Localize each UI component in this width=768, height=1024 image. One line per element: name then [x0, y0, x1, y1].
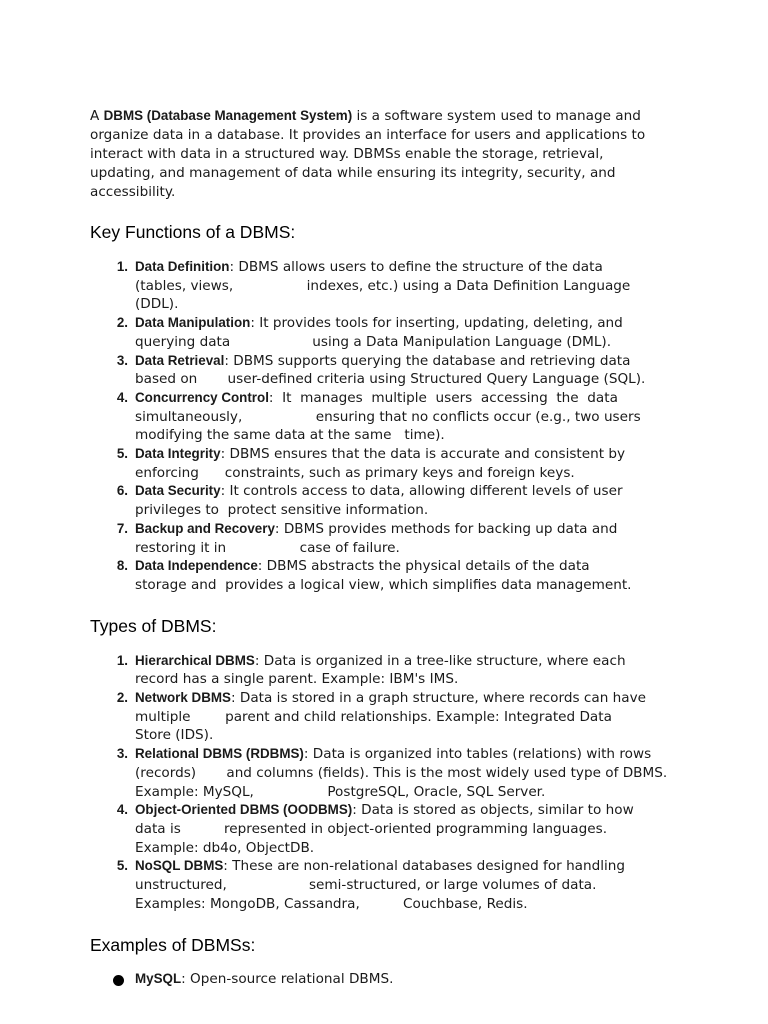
- list-item: [90, 557, 668, 594]
- list-number: 5.: [116, 446, 128, 462]
- key-functions-list: [90, 258, 668, 595]
- intro-line: is a software system used to manage and: [352, 108, 641, 124]
- list-text: Example: MySQL, PostgreSQL, Oracle, SQL Server.: [135, 783, 546, 800]
- list-number: 2.: [116, 690, 128, 706]
- list-term: Backup and Recovery: [135, 520, 275, 536]
- list-item: [90, 689, 668, 745]
- list-line: [135, 352, 668, 371]
- list-line: [135, 501, 668, 520]
- list-text: : Data is stored as objects, similar to how: [352, 802, 634, 819]
- list-text: : It provides tools for inserting, updating, deleting, and: [250, 315, 623, 332]
- list-line: [135, 445, 668, 464]
- examples-list: [90, 970, 668, 989]
- list-line: [135, 764, 668, 783]
- list-term: NoSQL DBMS: [135, 858, 224, 874]
- list-line: [135, 482, 668, 501]
- intro-lead: A: [90, 108, 104, 124]
- list-term: Hierarchical DBMS: [135, 652, 255, 668]
- list-line: [135, 464, 668, 483]
- list-term: Data Security: [135, 483, 221, 499]
- list-number: 2.: [116, 315, 128, 331]
- list-line: [135, 652, 668, 671]
- list-text: Examples: MongoDB, Cassandra, Couchbase, Redis.: [135, 895, 528, 912]
- list-term: Network DBMS: [135, 690, 231, 706]
- list-item: [90, 801, 668, 857]
- list-line: [135, 576, 668, 595]
- intro-line: interact with data in a structured way. DBMSs enable the storage, retrieval,: [90, 146, 604, 162]
- list-line: [135, 408, 668, 427]
- list-text: : Data is organized in a tree-like structure, where each: [254, 652, 626, 669]
- list-text: enforcing constraints, such as primary keys and foreign keys.: [135, 464, 575, 481]
- list-term: Data Definition: [135, 259, 230, 274]
- list-text: : DBMS supports querying the database and retrieving data: [224, 352, 631, 369]
- list-term: Concurrency Control: [135, 389, 269, 405]
- list-line: [135, 520, 668, 539]
- list-item: [90, 258, 668, 314]
- intro-line: updating, and management of data while ensuring its integrity, security, and: [90, 165, 616, 181]
- list-number: 4.: [116, 389, 128, 405]
- list-text: : It manages multiple users accessing the data: [268, 389, 618, 406]
- list-term: Data Integrity: [135, 446, 221, 462]
- list-line: [135, 539, 668, 558]
- list-text: privileges to protect sensitive information.: [135, 502, 429, 519]
- list-text: Example: db4o, ObjectDB.: [135, 839, 315, 856]
- intro-term: DBMS (Database Management System): [103, 108, 353, 123]
- list-text: multiple parent and child relationships. Example: Integrated Data: [135, 708, 612, 725]
- bullet-term: MySQL: [135, 970, 182, 986]
- list-text: based on user-defined criteria using Structured Query Language (SQL).: [135, 371, 646, 388]
- list-text: data is represented in object-oriented programming languages.: [135, 820, 608, 837]
- list-item: [90, 745, 668, 801]
- list-text: (records) and columns (fields). This is the most widely used type of DBMS.: [135, 764, 668, 781]
- list-text: modifying the same data at the same time).: [135, 427, 445, 444]
- list-item: [90, 857, 668, 913]
- list-line: [135, 426, 668, 445]
- list-line: [135, 895, 668, 914]
- list-text: (tables, views, indexes, etc.) using a Data Definition Language: [135, 277, 631, 294]
- list-line: [135, 277, 668, 296]
- heading-key-functions: Key Functions of a DBMS:: [90, 222, 296, 242]
- list-line: [135, 857, 668, 876]
- list-line: [135, 801, 668, 820]
- list-number: 5.: [116, 858, 128, 874]
- list-line: [135, 333, 668, 352]
- types-list: [90, 652, 668, 914]
- list-line: [135, 295, 668, 314]
- list-item: [90, 520, 668, 557]
- list-text: (DDL).: [135, 296, 179, 313]
- list-line: [135, 783, 668, 802]
- list-text: unstructured, semi-structured, or large volumes of data.: [135, 877, 597, 894]
- list-line: [135, 839, 668, 858]
- list-line: [135, 726, 668, 745]
- list-text: querying data using a Data Manipulation Language (DML).: [135, 333, 612, 350]
- list-number: 1.: [116, 652, 128, 668]
- list-text: : DBMS abstracts the physical details of the data: [257, 558, 590, 575]
- list-line: [135, 370, 668, 389]
- list-term: Data Retrieval: [135, 352, 225, 368]
- intro-paragraph: [90, 106, 668, 202]
- bullet-item: [90, 970, 668, 989]
- list-text: : Data is organized into tables (relations) with rows: [303, 746, 652, 763]
- list-line: [135, 314, 668, 333]
- list-text: : Data is stored in a graph structure, where records can have: [230, 690, 646, 707]
- list-text: storage and provides a logical view, which simplifies data management.: [135, 576, 632, 593]
- list-line: [135, 389, 668, 408]
- list-text: : These are non-relational databases designed for handling: [223, 858, 626, 875]
- list-line: [135, 689, 668, 708]
- list-line: [135, 708, 668, 727]
- list-number: 3.: [116, 352, 128, 368]
- list-number: 4.: [116, 802, 128, 818]
- list-number: 6.: [116, 483, 128, 499]
- list-text: : DBMS provides methods for backing up data and: [274, 520, 618, 537]
- intro-line: accessibility.: [90, 184, 176, 200]
- list-line: [135, 820, 668, 839]
- list-number: 7.: [116, 520, 128, 536]
- bullet-text: : Open-source relational DBMS.: [181, 970, 394, 987]
- list-text: record has a single parent. Example: IBM's IMS.: [135, 671, 459, 688]
- list-text: simultaneously, ensuring that no conflicts occur (e.g., two users: [135, 408, 641, 425]
- list-item: [90, 445, 668, 482]
- bullet-icon: [113, 975, 124, 986]
- list-line: [135, 557, 668, 576]
- list-term: Relational DBMS (RDBMS): [135, 746, 304, 762]
- list-item: [90, 314, 668, 351]
- list-item: [90, 482, 668, 519]
- list-item: [90, 352, 668, 389]
- list-number: 1.: [116, 259, 128, 274]
- list-line: [135, 876, 668, 895]
- list-text: restoring it in case of failure.: [135, 539, 400, 556]
- list-number: 8.: [116, 558, 128, 574]
- list-line: [135, 745, 668, 764]
- list-term: Object-Oriented DBMS (OODBMS): [135, 802, 353, 818]
- list-line: [135, 258, 668, 277]
- heading-examples: Examples of DBMSs:: [90, 934, 256, 955]
- list-text: Store (IDS).: [135, 727, 214, 744]
- list-item: [90, 652, 668, 689]
- heading-types: Types of DBMS:: [90, 615, 217, 636]
- list-term: Data Manipulation: [135, 315, 251, 331]
- intro-line: organize data in a database. It provides an interface for users and applications to: [90, 127, 646, 143]
- list-item: [90, 389, 668, 445]
- list-term: Data Independence: [135, 558, 258, 574]
- list-text: : DBMS allows users to define the structure of the data: [229, 259, 603, 275]
- list-text: : It controls access to data, allowing different levels of user: [220, 483, 623, 500]
- list-line: [135, 670, 668, 689]
- list-number: 3.: [116, 746, 128, 762]
- list-text: : DBMS ensures that the data is accurate and consistent by: [220, 446, 626, 463]
